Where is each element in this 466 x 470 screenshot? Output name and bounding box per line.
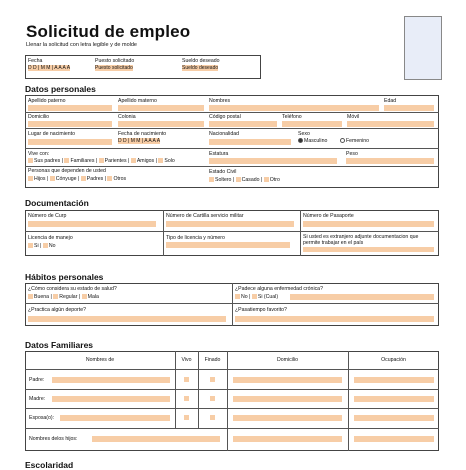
hijos-label: Nombres delos hijos: [29, 436, 78, 442]
checkbox-conyuge[interactable] [50, 176, 55, 181]
radio-femenino[interactable] [340, 138, 345, 143]
domicilio-field[interactable] [28, 121, 112, 127]
padre-finado-check[interactable] [210, 377, 215, 382]
codigo-postal-label: Código postal [209, 114, 241, 120]
curp-field[interactable] [28, 221, 156, 227]
section-habitos: Hábitos personales [25, 272, 104, 282]
checkbox-enfermedad-no[interactable] [235, 294, 240, 299]
padre-nombre-field[interactable] [52, 377, 170, 383]
esposa-finado-check[interactable] [210, 415, 215, 420]
col-ocupacion: Ocupación [381, 357, 406, 363]
movil-label: Móvil [347, 114, 360, 120]
padre-domicilio-field[interactable] [233, 377, 342, 383]
edad-label: Edad [384, 98, 397, 104]
col-finado: Finado [204, 357, 221, 363]
madre-ocupacion-field[interactable] [354, 396, 434, 402]
colonia-label: Colonia [118, 114, 136, 120]
checkbox-otro[interactable] [264, 177, 269, 182]
padre-ocupacion-field[interactable] [354, 377, 434, 383]
pasatiempo-field[interactable] [235, 316, 434, 322]
checkbox-hijos[interactable] [28, 176, 33, 181]
estatura-label: Estatura [209, 151, 229, 157]
checkbox-padres[interactable] [81, 176, 86, 181]
dependen-label: Personas que dependen de usted [28, 168, 106, 174]
estado-civil-label: Estado Civil [209, 169, 237, 175]
apellido-materno-label: Apellido materno [118, 98, 157, 104]
deporte-field[interactable] [28, 316, 226, 322]
licencia-options: Si | No [28, 243, 56, 249]
checkbox-soltero[interactable] [209, 177, 214, 182]
madre-nombre-field[interactable] [52, 396, 170, 402]
salud-options: Buena | Regular | Mala [28, 294, 99, 300]
checkbox-licencia-si[interactable] [28, 243, 33, 248]
nacionalidad-label: Nacionalidad [209, 131, 239, 137]
cartilla-label: Número de Cartilla servicio militar [166, 213, 244, 219]
salud-label: ¿Cómo considera su estado de salud? [28, 286, 117, 292]
puesto-field[interactable]: Puesto solicitado [95, 65, 133, 71]
peso-field[interactable] [346, 158, 434, 164]
sueldo-field[interactable]: Sueldo deseado [182, 65, 219, 71]
vive-con-label: Vive con: [28, 151, 50, 157]
dependen-options: Hijos | Cónyuge | Padres | Otros [28, 176, 126, 182]
fecha-nacimiento-field[interactable]: D D | M M | A A A A [118, 138, 161, 144]
esposa-domicilio-field[interactable] [233, 415, 342, 421]
section-datos-personales: Datos personales [25, 84, 96, 94]
checkbox-mala[interactable] [82, 294, 87, 299]
col-nombres: Nombres de [85, 357, 115, 363]
pasaporte-label: Número de Pasaporte [303, 213, 354, 219]
deporte-label: ¿Practica algún deporte? [28, 307, 86, 313]
checkbox-enfermedad-si[interactable] [252, 294, 257, 299]
checkbox-licencia-no[interactable] [43, 243, 48, 248]
licencia-label: Licencia de manejo [28, 235, 73, 241]
col-vivo: Vivo [181, 357, 192, 363]
enfermedad-cual-field[interactable] [290, 294, 434, 300]
tipo-licencia-field[interactable] [166, 242, 290, 248]
madre-finado-check[interactable] [210, 396, 215, 401]
pasaporte-field[interactable] [303, 221, 434, 227]
estado-civil-options: Soltero | Casado | Otro [209, 177, 280, 183]
section-escolaridad: Escolaridad [25, 460, 74, 470]
fecha-nacimiento-label: Fecha de nacimiento [118, 131, 167, 137]
movil-field[interactable] [347, 121, 434, 127]
esposa-label: Esposa(o): [29, 415, 55, 421]
hijos-ocupacion-field[interactable] [354, 436, 434, 442]
enfermedad-label: ¿Padece alguna enfermedad crónica? [235, 286, 323, 292]
checkbox-amigos[interactable] [131, 158, 136, 163]
puesto-label: Puesto solicitado [95, 58, 135, 64]
photo-box[interactable] [404, 16, 442, 80]
hijos-nombre-field[interactable] [92, 436, 220, 442]
hijos-domicilio-field[interactable] [233, 436, 342, 442]
esposa-ocupacion-field[interactable] [354, 415, 434, 421]
padre-label: Padre: [29, 377, 45, 383]
nombres-field[interactable] [209, 105, 379, 111]
esposa-nombre-field[interactable] [60, 415, 170, 421]
madre-domicilio-field[interactable] [233, 396, 342, 402]
checkbox-buena[interactable] [28, 294, 33, 299]
pasatiempo-label: ¿Pasatiempo favorito? [235, 307, 287, 313]
checkbox-solo[interactable] [158, 158, 163, 163]
radio-masculino[interactable] [298, 138, 303, 143]
checkbox-regular[interactable] [53, 294, 58, 299]
apellido-materno-field[interactable] [118, 105, 204, 111]
madre-label: Madre: [29, 396, 46, 402]
section-familiares: Datos Familiares [25, 340, 94, 350]
curp-label: Número de Curp [28, 213, 67, 219]
telefono-label: Teléfono [282, 114, 302, 120]
nombres-label: Nombres [209, 98, 231, 104]
vive-con-options: Sus padres | Familiares | Parientes | Amigos | Solo [28, 158, 175, 164]
madre-vivo-check[interactable] [184, 396, 189, 401]
lugar-nacimiento-field[interactable] [28, 139, 112, 145]
esposa-vivo-check[interactable] [184, 415, 189, 420]
sexo-masculino[interactable]: Masculino [298, 138, 327, 144]
cartilla-field[interactable] [166, 221, 294, 227]
checkbox-otros[interactable] [107, 176, 112, 181]
sexo-label: Sexo [298, 131, 310, 137]
checkbox-parientes[interactable] [99, 158, 104, 163]
col-domicilio: Domicilio [276, 357, 299, 363]
checkbox-casado[interactable] [236, 177, 241, 182]
colonia-field[interactable] [118, 121, 204, 127]
checkbox-sus-padres[interactable] [28, 158, 33, 163]
apellido-paterno-label: Apellido paterno [28, 98, 66, 104]
extranjero-label: Si usted es extranjero adjunte documentacion que permite trabajar en el país [303, 234, 419, 246]
apellido-paterno-field[interactable] [28, 105, 112, 111]
extranjero-field[interactable] [303, 247, 434, 252]
fecha-field[interactable]: D D | M M | A A A A [28, 65, 71, 71]
telefono-field[interactable] [282, 121, 342, 127]
domicilio-label: Domicilio [28, 114, 50, 120]
enfermedad-options: No | Si (Cual) [235, 294, 278, 300]
lugar-nacimiento-label: Lugar de nacimiento [28, 131, 76, 137]
nacionalidad-field[interactable] [209, 139, 291, 145]
padre-vivo-check[interactable] [184, 377, 189, 382]
edad-field[interactable] [384, 105, 434, 111]
estatura-field[interactable] [209, 158, 337, 164]
peso-label: Peso [346, 151, 358, 157]
sexo-femenino[interactable]: Femenino [340, 138, 369, 144]
codigo-postal-field[interactable] [209, 121, 277, 127]
checkbox-familiares[interactable] [64, 158, 69, 163]
fecha-label: Fecha [28, 58, 43, 64]
sueldo-label: Sueldo deseado [182, 58, 220, 64]
section-documentacion: Documentación [25, 198, 89, 208]
page-title: Solicitud de empleo [26, 22, 191, 41]
page-subtitle: Llenar la solicitud con letra legible y de molde [26, 42, 137, 48]
tipo-licencia-label: Tipo de licencia y número [166, 235, 225, 241]
